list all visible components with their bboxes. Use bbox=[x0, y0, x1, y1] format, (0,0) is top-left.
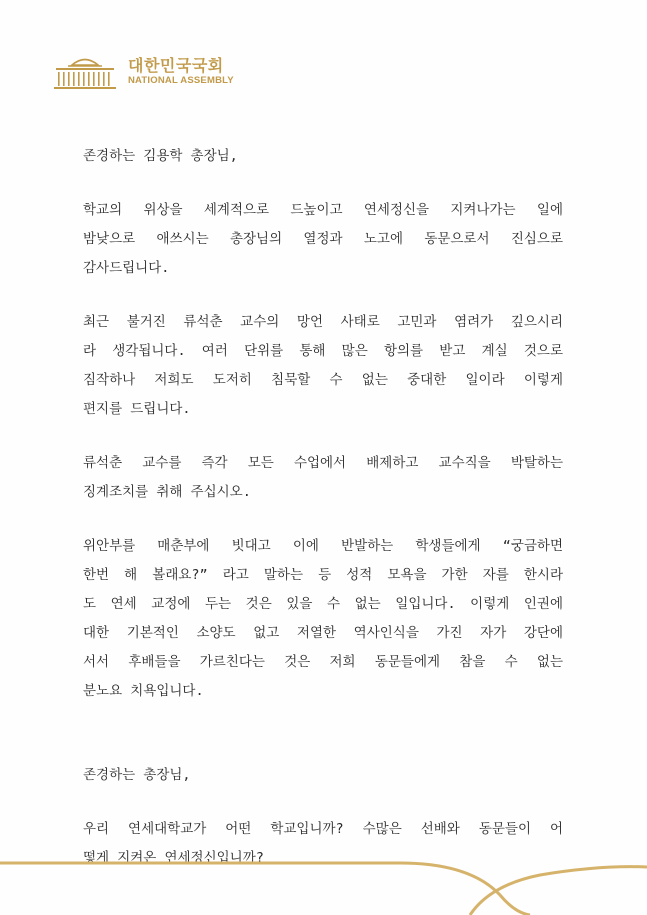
paragraph-line: 감사드립니다. bbox=[83, 260, 170, 276]
paragraph-line: 위안부를 매춘부에 빗대고 이에 반발하는 학생들에게 “궁금하면 bbox=[83, 538, 563, 554]
paragraph-concern bbox=[83, 308, 563, 424]
paragraph-line: 류석춘 교수를 즉각 모든 수업에서 배제하고 교수직을 박탈하는 bbox=[83, 455, 563, 471]
second-greeting bbox=[83, 761, 563, 790]
spacer bbox=[83, 731, 563, 761]
letter-body bbox=[83, 142, 563, 898]
paragraph-line: 라 생각됩니다. 여러 단위를 통해 많은 항의를 받고 계실 것으로 bbox=[83, 343, 563, 359]
national-assembly-building-icon bbox=[50, 52, 120, 92]
paragraph-line: 한번 해 볼래요?” 라고 말하는 등 성적 모욕을 가한 자를 한시라 bbox=[83, 567, 563, 583]
paragraph-line: 밤낮으로 애쓰시는 총장님의 열정과 노고에 동문으로서 진심으로 bbox=[83, 231, 563, 247]
paragraph-line: 대한 기본적인 소양도 없고 저열한 역사인식을 가진 자가 강단에 bbox=[83, 625, 563, 641]
paragraph-line: 짐작하나 저희도 도저히 침묵할 수 없는 중대한 일이라 이렇게 bbox=[83, 372, 563, 388]
greeting-line: 존경하는 총장님, bbox=[83, 767, 191, 783]
paragraph-line: 최근 불거진 류석춘 교수의 망언 사태로 고민과 염려가 깊으시리 bbox=[83, 314, 563, 330]
paragraph-line: 도 연세 교정에 두는 것은 있을 수 없는 일입니다. 이렇게 인권에 bbox=[83, 596, 563, 612]
greeting-line: 존경하는 김용학 총장님, bbox=[83, 148, 238, 164]
greeting bbox=[83, 142, 563, 171]
org-name-korean: 대한민국국회 bbox=[128, 56, 224, 75]
paragraph-line: 분노요 치욕입니다. bbox=[83, 683, 204, 699]
paragraph-reason bbox=[83, 532, 563, 706]
org-name-english: NATIONAL ASSEMBLY bbox=[128, 75, 234, 86]
org-name-block bbox=[128, 57, 234, 87]
paragraph-line: 편지를 드립니다. bbox=[83, 401, 191, 417]
paragraph-line: 징계조치를 취해 주십시오. bbox=[83, 484, 251, 500]
footer-curve-decoration bbox=[0, 855, 647, 915]
paragraph-gratitude bbox=[83, 196, 563, 283]
paragraph-line: 서서 후배들을 가르친다는 것은 저희 동문들에게 참을 수 없는 bbox=[83, 654, 563, 670]
letterhead bbox=[50, 52, 234, 92]
paragraph-line: 학교의 위상을 세계적으로 드높이고 연세정신을 지켜나가는 일에 bbox=[83, 202, 563, 218]
paragraph-request bbox=[83, 449, 563, 507]
paragraph-line: 떻게 지켜온 연세정신입니까? bbox=[83, 850, 264, 866]
paragraph-line: 우리 연세대학교가 어떤 학교입니까? 수많은 선배와 동문들이 어 bbox=[83, 821, 563, 837]
